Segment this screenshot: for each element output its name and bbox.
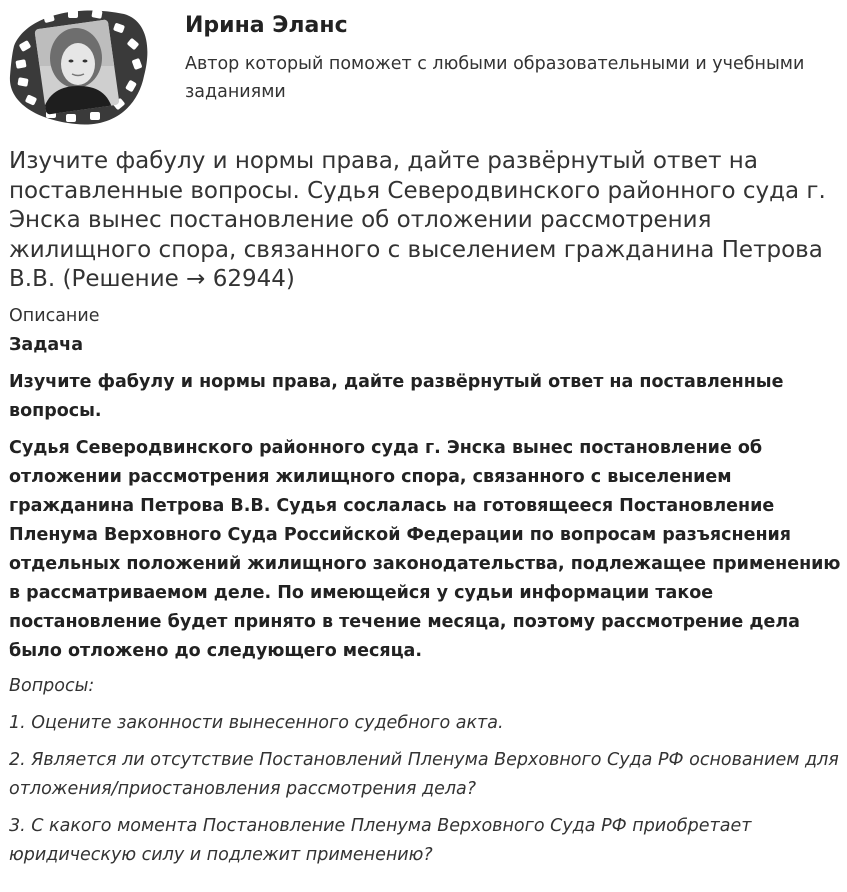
page-title: Изучите фабулу и нормы права, дайте развёрнутый ответ на поставленные вопросы. Судья Северодвинского районного суда г. Энска вынес постановление об отложении рассмотрения жилищного спора, связанного с выселением гражданина Петрова В.В. (Решение → 62944) (9, 148, 826, 292)
content (9, 302, 841, 870)
questions-label: Вопросы: (9, 676, 95, 696)
author-name[interactable]: Ирина Эланс (185, 13, 348, 38)
question-item: 1. Оцените законности вынесенного судебного акта. (9, 713, 504, 733)
task-intro: Изучите фабулу и нормы права, дайте развёрнутый ответ на поставленные вопросы. (9, 372, 784, 421)
task-label: Задача (9, 335, 84, 355)
avatar[interactable] (6, 6, 150, 126)
author-block (0, 0, 847, 130)
avatar-filmstrip-frame (6, 6, 150, 126)
question-item: 3. С какого момента Постановление Пленума Верховного Суда РФ приобретает юридическую силу и подлежит применению? (9, 816, 752, 865)
author-description: Автор который поможет с любыми образовательными и учебными заданиями (185, 54, 805, 102)
task-case-text: Судья Северодвинского районного суда г. Энска вынес постановление об отложении рассмотрения жилищного спора, связанного с выселением гражданина Петрова В.В. Судья сослалась на готовящееся Постановление Пленума Верховного Суда Российской Федерации по вопросам разъяснения отдельных положений жилищного законодательства, подлежащее применению в рассматриваемом деле. По имеющейся у судьи информации такое постановление будет принято в течение месяца, поэтому рассмотрение дела было отложено до следующего месяца. (9, 438, 841, 661)
question-item: 2. Является ли отсутствие Постановлений Пленума Верховного Суда РФ основанием для отложения/приостановления рассмотрения дела? (9, 750, 839, 799)
description-label: Описание (9, 306, 100, 326)
